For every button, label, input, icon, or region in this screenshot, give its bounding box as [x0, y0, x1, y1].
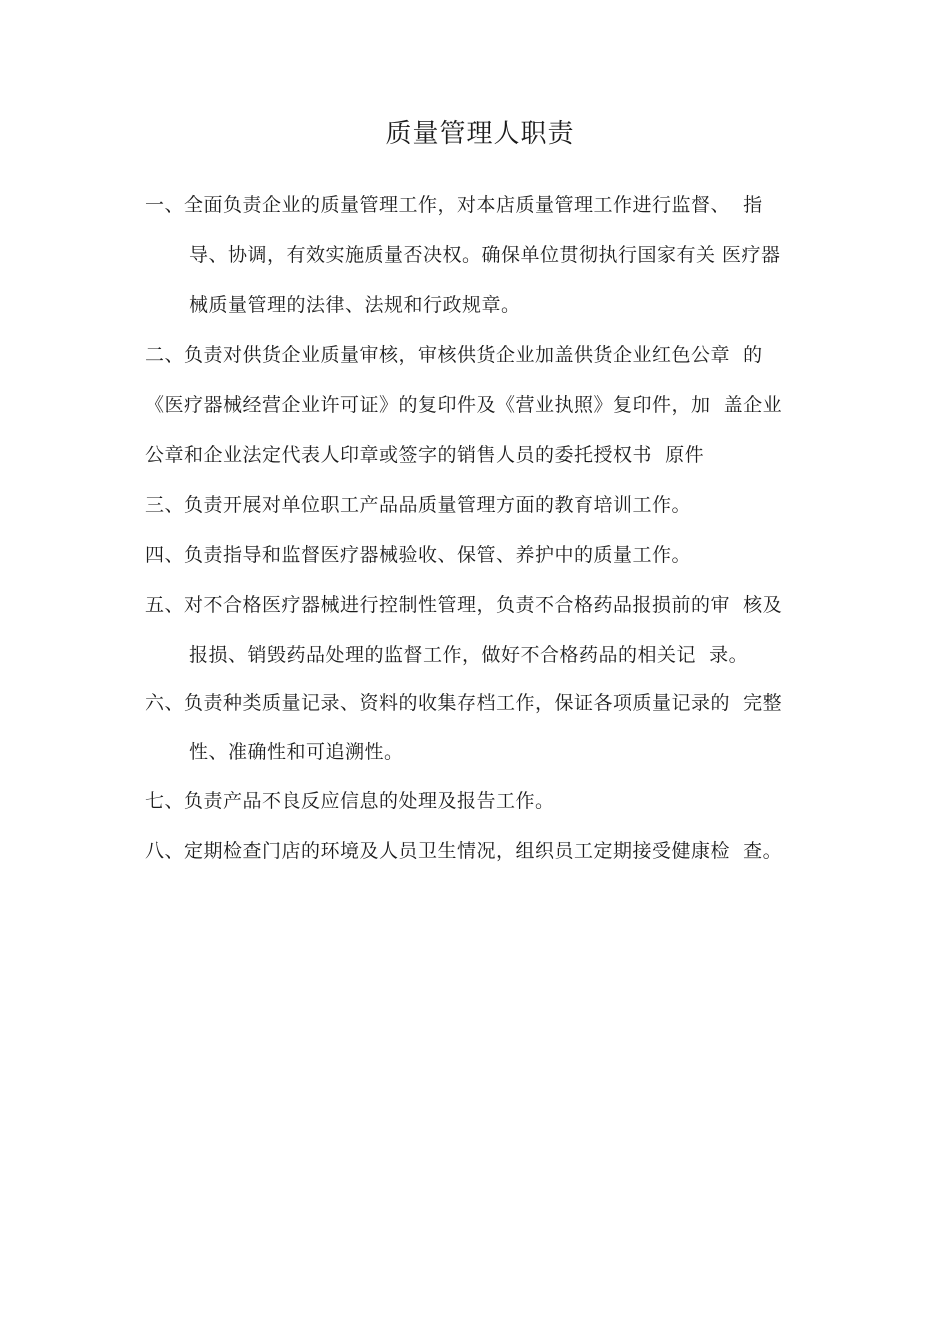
item-4-line-1: 四、负责指导和监督医疗器械验收、保管、养护中的质量工作。	[145, 544, 692, 566]
item-2-line-2: 《医疗器械经营企业许可证》的复印件及《营业执照》复印件，加 盖企业	[145, 394, 783, 416]
item-1-line-2: 导、协调，有效实施质量否决权。确保单位贯彻执行国家有关 医疗器	[189, 244, 781, 266]
item-5-line-2: 报损、销毁药品处理的监督工作，做好不合格药品的相关记 录。	[189, 644, 749, 666]
item-2-line-3: 公章和企业法定代表人印章或签字的销售人员的委托授权书 原件	[145, 444, 705, 466]
item-7-line-1: 七、负责产品不良反应信息的处理及报告工作。	[145, 790, 555, 812]
item-5-line-1: 五、对不合格医疗器械进行控制性管理，负责不合格药品报损前的审 核及	[145, 594, 783, 616]
page-title: 质量管理人职责	[385, 119, 575, 149]
item-6-line-1: 六、负责种类质量记录、资料的收集存档工作，保证各项质量记录的 完整	[145, 692, 783, 714]
item-1-line-1: 一、全面负责企业的质量管理工作，对本店质量管理工作进行监督、 指	[145, 194, 763, 216]
item-6-line-2: 性、准确性和可追溯性。	[189, 741, 404, 763]
item-2-line-1: 二、负责对供货企业质量审核，审核供货企业加盖供货企业红色公章 的	[145, 344, 763, 366]
item-8-line-1: 八、定期检查门店的环境及人员卫生情况，组织员工定期接受健康检 查。	[145, 840, 783, 862]
item-3-line-1: 三、负责开展对单位职工产品品质量管理方面的教育培训工作。	[145, 494, 692, 516]
item-1-line-3: 械质量管理的法律、法规和行政规章。	[189, 294, 521, 316]
